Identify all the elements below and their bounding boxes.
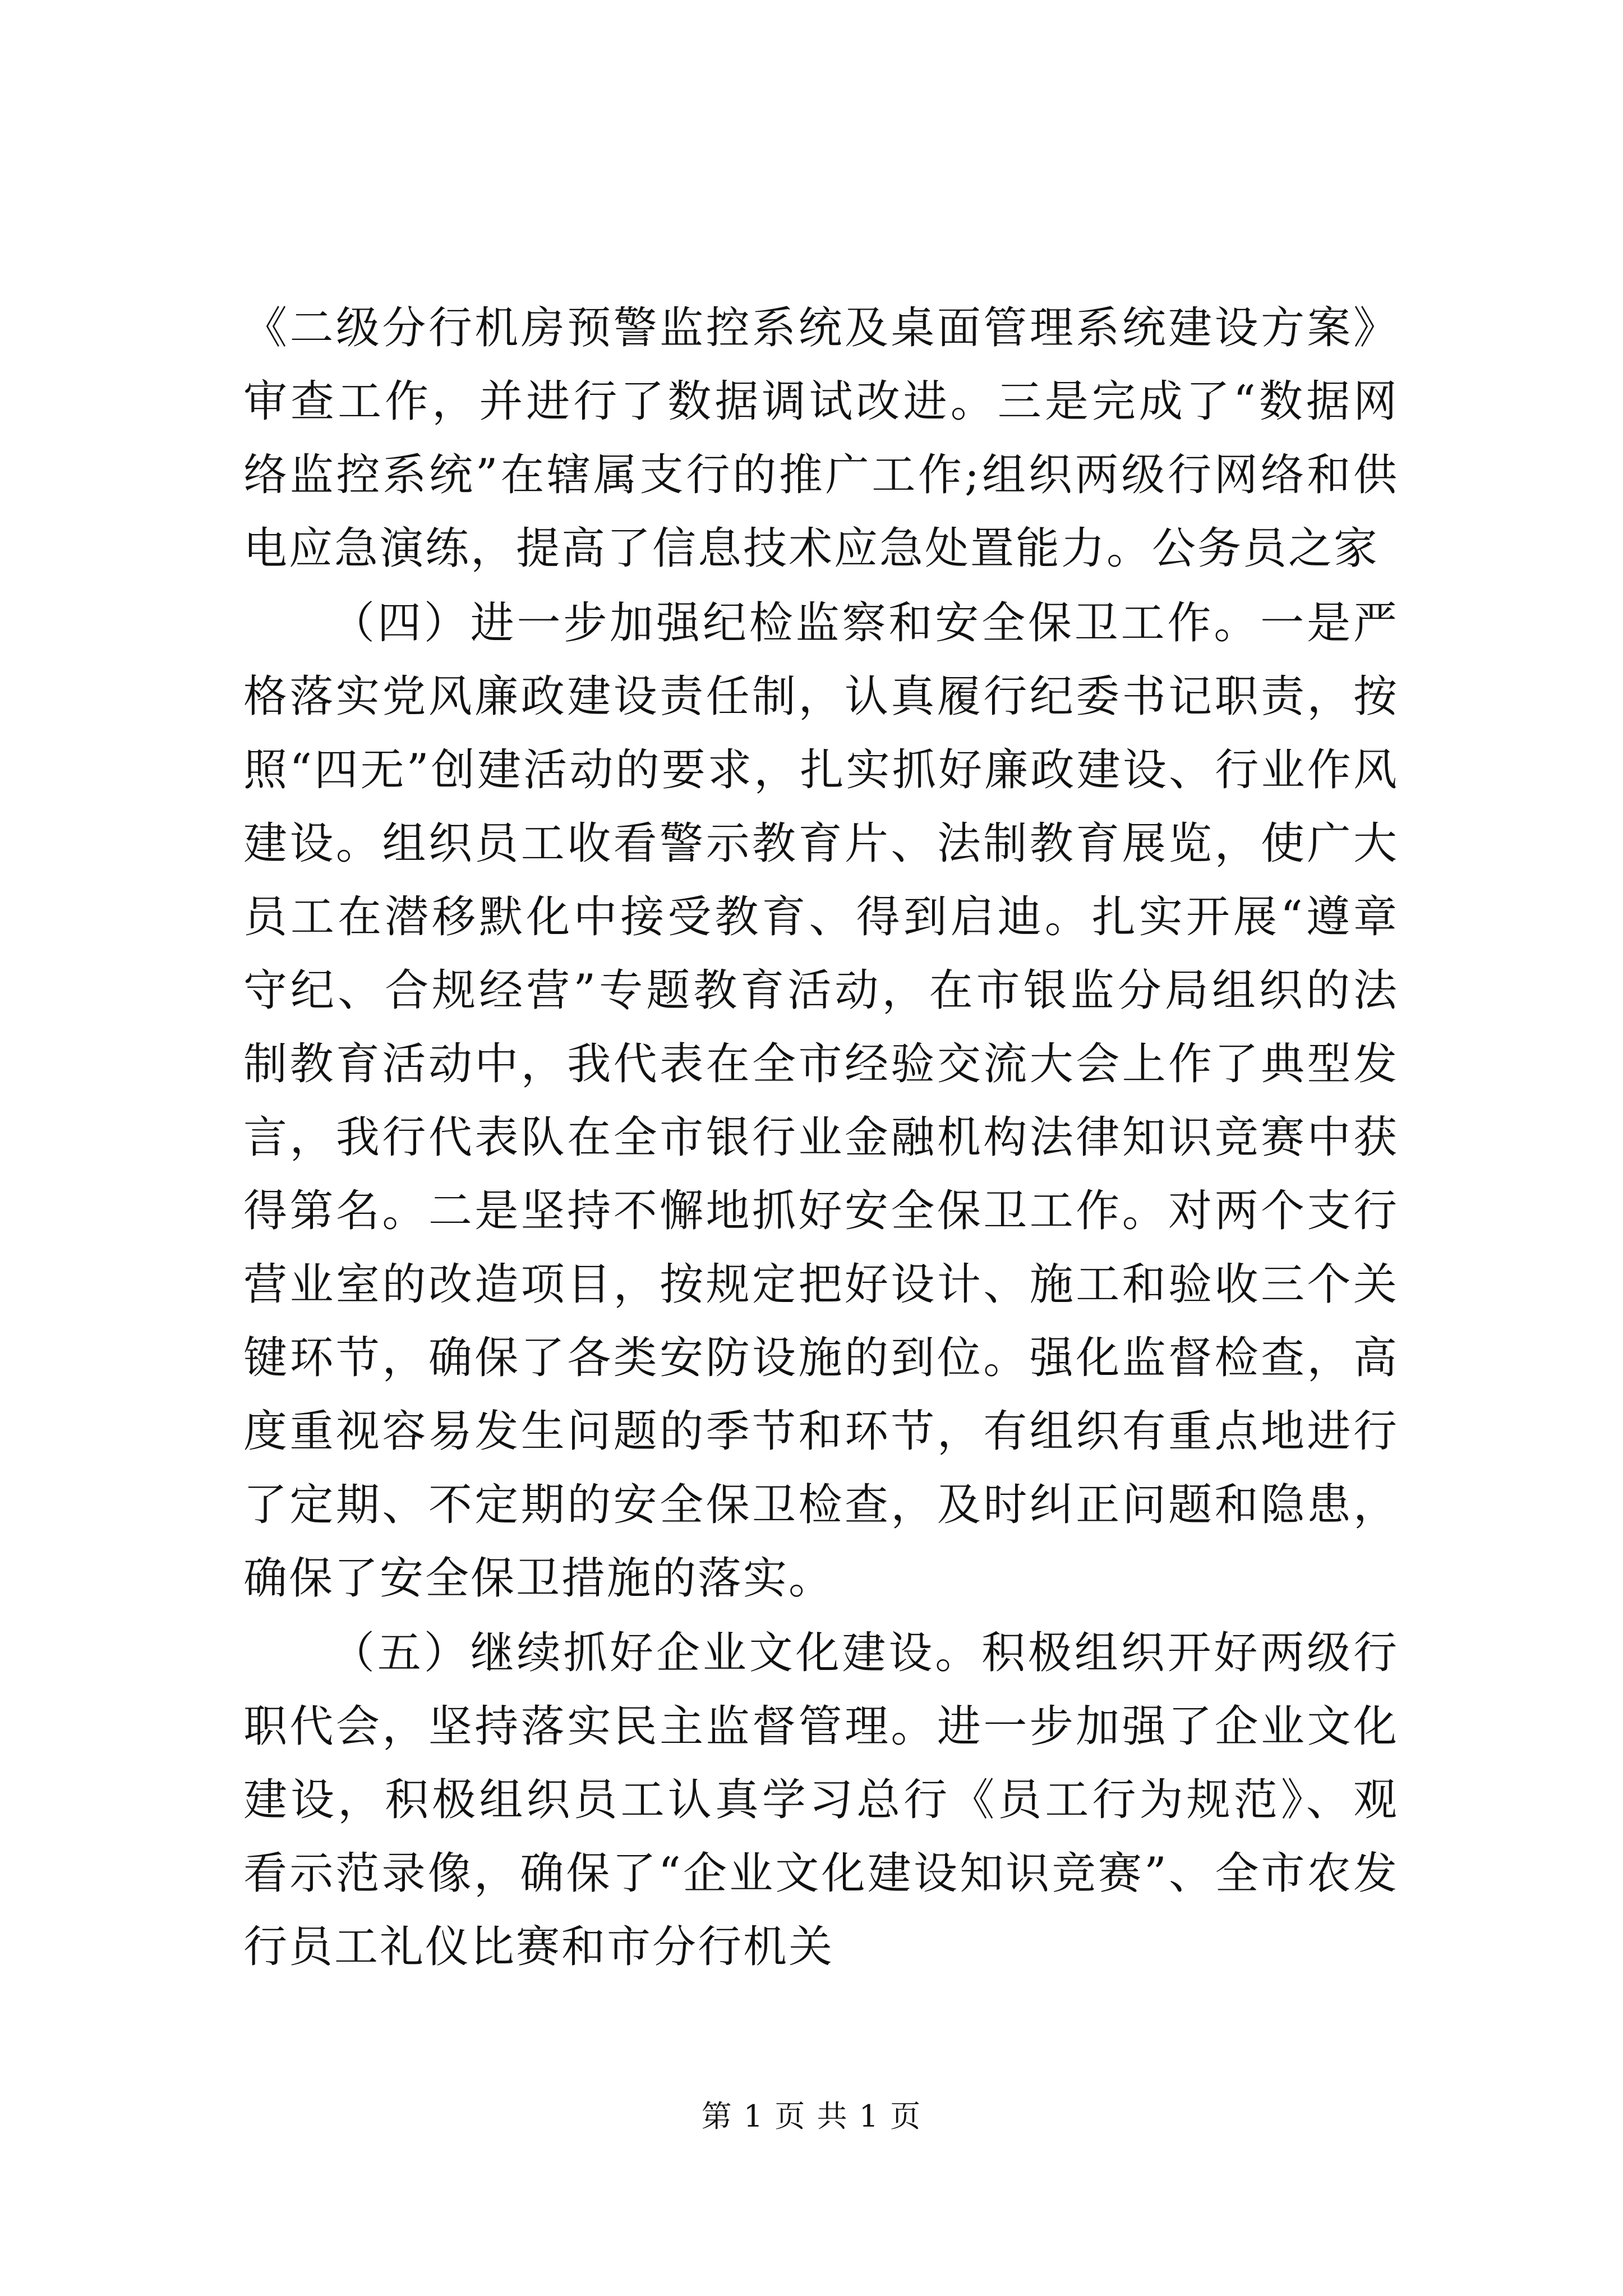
page-footer: 第 1 页 共 1 页 <box>701 2099 922 2134</box>
paragraph-3: （五）继续抓好企业文化建设。积极组织开好两级行职代会，坚持落实民主监督管理。进一步加强了企业文化建设，积极组织员工认真学习总行《员工行为规范》、观看示范录像，确保了“企业文化建设知识竞赛”、全市农发行员工礼仪比赛和市分行机关 <box>243 1628 1399 1972</box>
paragraph-2: （四）进一步加强纪检监察和安全保卫工作。一是严格落实党风廉政建设责任制，认真履行纪委书记职责，按照“四无”创建活动的要求，扎实抓好廉政建设、行业作风建设。组织员工收看警示教育片、法制教育展览，使广大员工在潜移默化中接受教育、得到启迪。扎实开展“遵章守纪、合规经营”专题教育活动，在市银监分局组织的法制教育活动中，我代表在全市经验交流大会上作了典型发言，我行代表队在全市银行业金融机构法律知识竞赛中获得第名。二是坚持不懈地抓好安全保卫工作。对两个支行营业室的改造项目，按规定把好设计、施工和验收三个关键环节，确保了各类安防设施的到位。强化监督检查，高度重视容易发生问题的季节和环节，有组织有重点地进行了定期、不定期的安全保卫检查，及时纠正问题和隐患，确保了安全保卫措施的落实。 <box>243 598 1399 1604</box>
paragraph-1: 《二级分行机房预警监控系统及桌面管理系统建设方案》审查工作，并进行了数据调试改进。三是完成了“数据网络监控系统”在辖属支行的推广工作;组织两级行网络和供电应急演练，提高了信息技术应急处置能力。公务员之家 <box>243 303 1399 574</box>
document-body <box>243 292 1399 1984</box>
